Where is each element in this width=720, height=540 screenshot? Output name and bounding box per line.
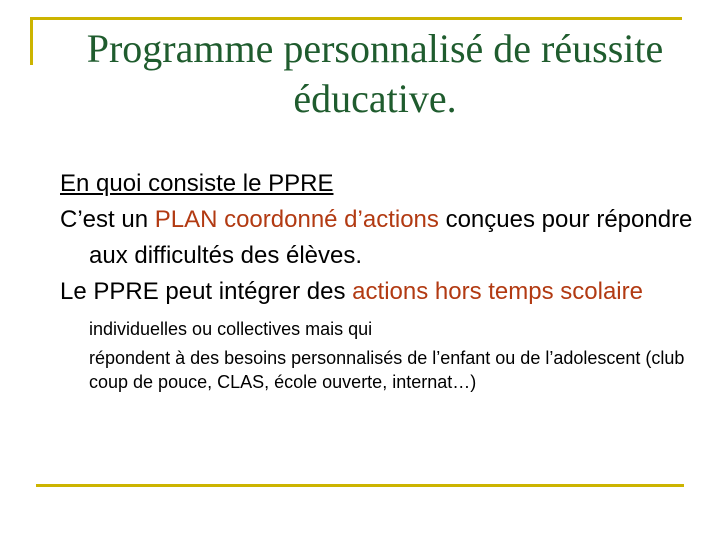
para2-small-inline: individuelles ou collectives mais qui <box>89 319 373 339</box>
para1-highlight: PLAN coordonné d’actions <box>154 206 439 233</box>
para1-text-before: C’est un <box>60 206 155 233</box>
body-heading: En quoi consiste le PPRE <box>60 170 334 197</box>
slide-body <box>60 166 700 394</box>
slide-title-line-2: éducative. <box>293 76 457 121</box>
body-paragraph-1 <box>60 202 700 274</box>
body-paragraph-2 <box>60 274 700 346</box>
slide-title-line-1: Programme personnalisé de réussite <box>86 26 664 71</box>
frame-top-line <box>30 17 682 20</box>
slide-title <box>40 24 710 124</box>
frame-left-line <box>30 17 33 65</box>
frame-bottom-line <box>36 484 684 487</box>
para2-text-before: Le PPRE peut intégrer des <box>60 278 353 305</box>
body-heading-paragraph <box>60 166 700 202</box>
para1-text-after: conçues pour répondre aux difficultés des élèves. <box>89 206 693 269</box>
para2-small-block: répondent à des besoins personnalisés de l’enfant ou de l’adolescent (club coup de pouce, CLAS, école ouverte, internat…) <box>89 348 685 392</box>
para2-highlight: actions hors temps scolaire <box>352 278 643 305</box>
